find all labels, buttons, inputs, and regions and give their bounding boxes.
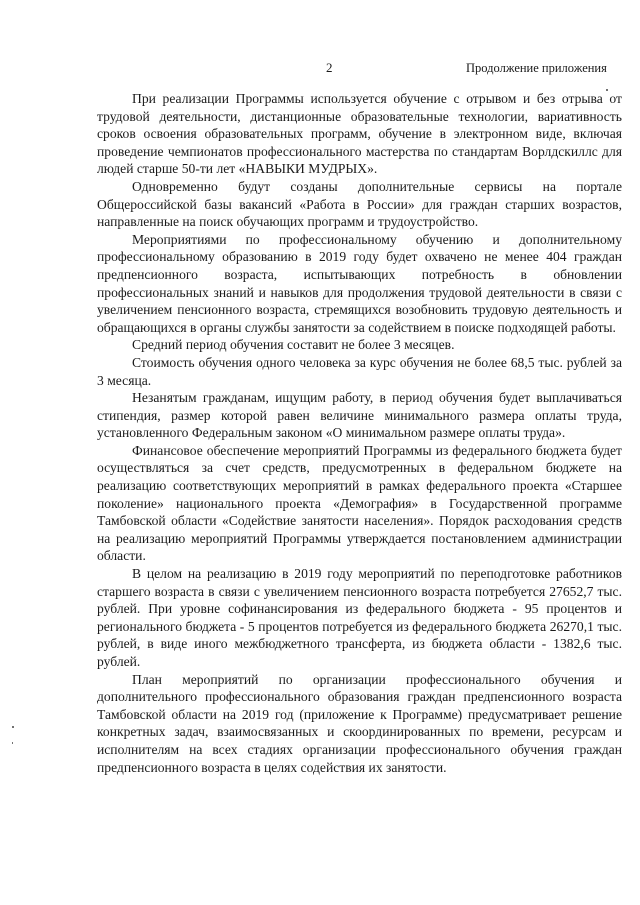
paragraph-job-portal-services: Одновременно будут созданы дополнительные сервисы на портале Общероссийской базы вакансий «Работа в России» для граждан старших возрастов, направленные на поиск обучающих программ и трудоустройство. (97, 178, 622, 230)
scan-speck (12, 726, 14, 728)
paragraph-training-coverage: Мероприятиями по профессиональному обучению и дополнительному профессиональному образованию в 2019 году будет охвачено не менее 404 граждан предпенсионного возраста, испытывающих потребность в обновлении профессиональных знаний и навыков для продолжения трудовой деятельности в связи с увеличением пенсионного возраста, стремящихся возобновить трудовую деятельность и обращающихся в органы службы занятости за содействием в поиске подходящей работы. (97, 231, 622, 335)
continuation-note: Продолжение приложения (466, 61, 607, 75)
document-body (97, 90, 622, 776)
paragraph-funding-totals: В целом на реализацию в 2019 году мероприятий по переподготовке работников старшего возраста в связи с увеличением пенсионного возраста потребуется 27652,7 тыс. рублей. При уровне софинансирования из федерального бюджета - 95 процентов и регионального бюджета - 5 процентов потребуется из федерального бюджета 26270,1 тыс. рублей, в виде иного межбюджетного трансферта, из бюджета области - 1382,6 тыс. рублей. (97, 566, 622, 669)
paragraph-stipend: Незанятым гражданам, ищущим работу, в период обучения будет выплачиваться стипендия, размер которой равен величине минимального размера оплаты труда, установленного Федеральным законом «О минимальном размере оплаты труда». (97, 390, 622, 441)
paragraph-training-cost: Стоимость обучения одного человека за курс обучения не более 68,5 тыс. рублей за 3 месяца. (97, 354, 622, 388)
paragraph-training-period: Средний период обучения составит не более 3 месяцев. (132, 337, 455, 353)
paragraph-federal-funding: Финансовое обеспечение мероприятий Программы из федерального бюджета будет осуществляться за счет средств, предусмотренных в федеральном бюджете на реализацию соответствующих мероприятий в рамках федерального проекта «Старшее поколение» национального проекта «Демография» в Государственной программе Тамбовской области «Содействие занятости населения». Порядок расходования средств на реализацию мероприятий Программы утверждается постановлением администрации области. (97, 442, 622, 564)
paragraph-training-forms: При реализации Программы используется обучение с отрывом и без отрыва от трудовой деятельности, дистанционные образовательные технологии, вариативность сроков освоения образовательных программ, обучение в электронном виде, включая проведение чемпионатов профессионального мастерства по стандартам Ворлдскиллс для людей старше 50-ти лет «НАВЫКИ МУДРЫХ». (97, 91, 622, 177)
scan-speck (12, 742, 13, 744)
scan-speck (606, 89, 608, 91)
paragraph-action-plan: План мероприятий по организации профессионального обучения и дополнительного профессионального образования граждан предпенсионного возраста Тамбовской области на 2019 год (приложение к Программе) предусматривает решение конкретных задач, взаимосвязанных и скоординированных по времени, ресурсам и исполнителям на всех стадиях организации профессионального обучения граждан предпенсионного возраста в целях содействия их занятости. (97, 671, 622, 775)
page-number: 2 (326, 60, 333, 75)
